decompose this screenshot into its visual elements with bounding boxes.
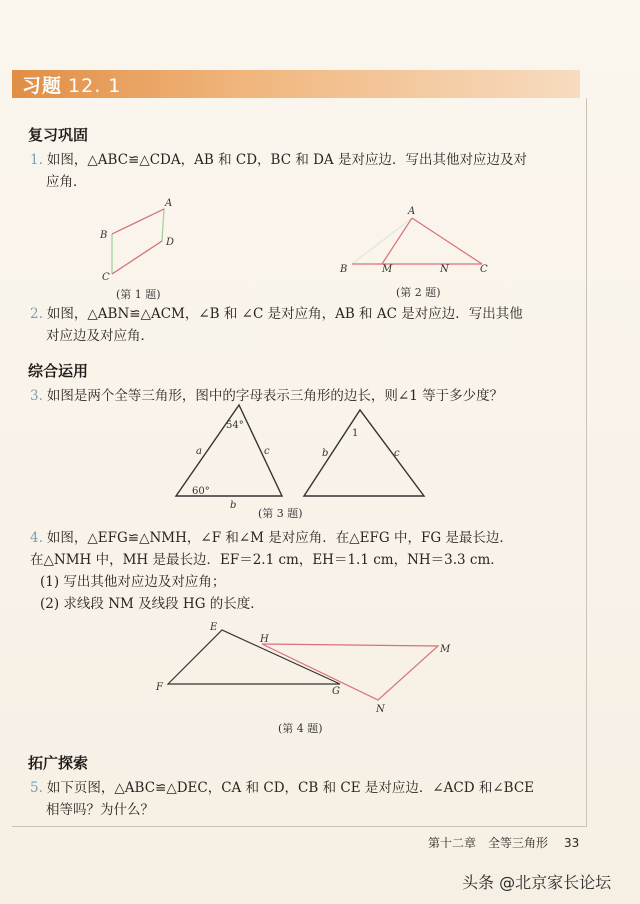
problem-4-line1: 4. 如图，△EFG≌△NMH，∠F 和∠M 是对应角．在△EFG 中，FG 是最长边． <box>30 530 513 546</box>
figure-1-label-B: B <box>100 230 108 241</box>
figure-2-label-B: B <box>340 264 348 275</box>
section-heading-review: 复习巩固 <box>28 126 89 144</box>
figure-4-caption: (第 4 题) <box>278 722 323 735</box>
figure-3-caption: (第 3 题) <box>258 507 303 520</box>
figure-1-side-cd <box>112 241 162 274</box>
figure-1-caption: (第 1 题) <box>116 288 161 301</box>
problem-1-line1: 1. 如图，△ABC≌△CDA，AB 和 CD，BC 和 DA 是对应边．写出其他对应边及对 <box>30 152 527 168</box>
problem-5-line2: 相等吗？为什么？ <box>46 802 154 818</box>
watermark: 头条 @北京家长论坛 <box>462 873 612 892</box>
figure-3-angle-1: 1 <box>352 428 359 439</box>
problem-4-line2: 在△NMH 中，MH 是最长边．EF＝2.1 cm，EH＝1.1 cm，NH＝3.3 cm． <box>30 552 504 568</box>
problem-1-line2: 应角． <box>46 174 87 190</box>
exercise-header-title: 习题 12. 1 <box>22 75 122 97</box>
page-number: 33 <box>564 836 580 850</box>
problem-4-sub2: (2) 求线段 NM 及线段 HG 的长度． <box>40 596 264 612</box>
figure-2-label-A: A <box>408 206 416 217</box>
figure-4-label-F: F <box>156 682 163 693</box>
figure-2-side-ma <box>382 218 412 264</box>
figure-2 <box>339 206 488 275</box>
problem-4-sub1: (1) 写出其他对应边及对应角； <box>40 574 226 590</box>
figure-3-left-triangle <box>176 405 282 511</box>
figure-2-side-ac <box>412 218 482 264</box>
figure-1-green-path <box>112 209 164 274</box>
figure-3-angle-60: 60° <box>192 486 210 497</box>
figure-2-label-M: M <box>382 264 393 275</box>
figure-1 <box>99 198 174 283</box>
figure-4-label-H: H <box>260 634 269 645</box>
problem-5-line1: 5. 如下页图，△ABC≌△DEC，CA 和 CD，CB 和 CE 是对应边．∠ACD 和∠BCE <box>30 780 535 796</box>
page-footer: 第十二章 全等三角形 33 <box>428 836 580 850</box>
figure-3-right-b: b <box>322 448 329 459</box>
figure-3-angle-54: 54° <box>226 420 244 431</box>
figure-2-caption: (第 2 题) <box>396 286 441 299</box>
figure-4-label-G: G <box>332 686 340 697</box>
figure-2-side-ba <box>352 218 412 264</box>
figure-4-triangle-efg <box>168 630 340 684</box>
figure-1-side-ba <box>112 209 164 234</box>
section-heading-apply: 综合运用 <box>28 362 89 380</box>
problem-2-line2: 对应边及对应角． <box>46 328 154 344</box>
section-heading-explore: 拓广探索 <box>28 754 89 772</box>
figure-4-label-N: N <box>376 704 385 715</box>
figure-4-label-E: E <box>210 622 218 633</box>
figure-3-left-b: b <box>230 500 237 511</box>
figure-4-label-M: M <box>440 644 451 655</box>
figure-2-label-C: C <box>480 264 488 275</box>
problem-3-line1: 3. 如图是两个全等三角形，图中的字母表示三角形的边长，则∠1 等于多少度？ <box>30 388 504 404</box>
figure-3-right-c: c <box>394 448 400 459</box>
figure-3-left-c: c <box>264 446 270 457</box>
problem-2-line1: 2. 如图，△ABN≌△ACM，∠B 和 ∠C 是对应角，AB 和 AC 是对应边．写出其他 <box>30 306 523 322</box>
figure-3-left-a: a <box>196 446 202 457</box>
figure-1-label-A: A <box>165 198 173 209</box>
figure-2-label-N: N <box>440 264 449 275</box>
figure-4-triangle-nmh <box>262 644 438 700</box>
figure-1-label-C: C <box>102 272 110 283</box>
figure-1-label-D: D <box>166 237 175 248</box>
figure-3-right-triangle <box>304 410 424 496</box>
figure-4 <box>155 622 451 715</box>
